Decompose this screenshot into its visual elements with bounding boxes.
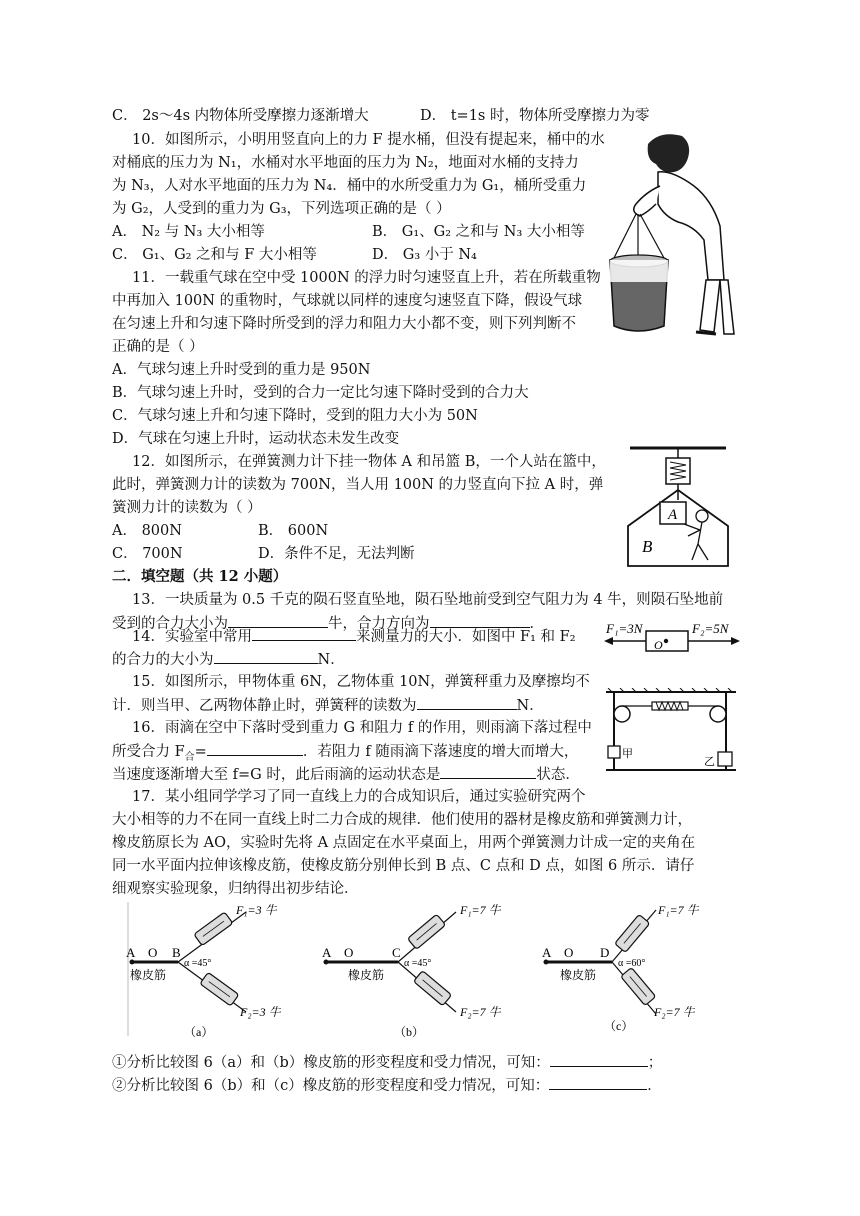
fig-c-point-d: D	[600, 945, 610, 960]
q16-text-2: 所受合力 $F_合=$ ．若阻力 f 随雨滴下落速度的增大而增大，	[112, 741, 578, 768]
fig-c-f1: F₁=7 牛	[658, 903, 699, 917]
fig-b-point-c: C	[392, 945, 401, 960]
fig-c-band-label: 橡皮筋	[560, 968, 597, 982]
q16-text-1: 16．雨滴在空中下落时受到重力 G 和阻力 f 的作用，则雨滴下落过程中	[132, 720, 592, 736]
q12-text-2: 此时，弹簧测力计的读数为 700N，当人用 100N 的力竖直向下拉 A 时，弹	[112, 477, 604, 493]
fig-point-o: O	[654, 638, 663, 652]
q17-answer-1: ①分析比较图 6（a）和（b）橡皮筋的形变程度和受力情况，可知： ；	[112, 1052, 662, 1073]
q10-option-d: D． G₃ 小于 N₄	[372, 247, 477, 263]
q11-text-4: 正确的是（ ）	[112, 339, 204, 355]
q10-option-a: A． N₂ 与 N₃ 大小相等	[112, 224, 265, 240]
fig-a-point-a: A	[126, 945, 136, 960]
q12-text-1: 12．如图所示，在弹簧测力计下挂一物体 A 和吊篮 B，一个人站在篮中，	[132, 454, 606, 470]
q17-text-2: 大小相等的力不在同一直线上时二力合成的规律．他们使用的器材是橡皮筋和弹簧测力计，	[112, 812, 692, 828]
section-title-fill-in: 二．填空题（共 12 小题）	[112, 568, 288, 585]
figure-b	[322, 903, 502, 1039]
fig-c-angle: α =60°	[618, 958, 646, 969]
spring-scale-basket-figure	[622, 444, 734, 572]
q14-text-1: 14．实验室中常用 来测量力的大小．如图中 F₁ 和 F₂	[132, 626, 576, 647]
fig-a-point-o: O	[148, 945, 158, 960]
q14-blank-2[interactable]	[214, 649, 318, 664]
fig-b-f1: F₁=7 牛	[460, 903, 501, 917]
q15-blank[interactable]	[417, 695, 517, 710]
fig-a-f1: F₁=3 牛	[236, 903, 277, 917]
q17-blank-1[interactable]	[550, 1052, 648, 1067]
fig-f2-label: F₂=5N	[692, 621, 729, 636]
q11-option-c: C．气球匀速上升和匀速下降时，受到的阻力大小为 50N	[112, 408, 478, 424]
q10-text-4: 为 G₂，人受到的重力为 G₃，下列选项正确的是（ ）	[112, 201, 451, 217]
q12-option-b: B． 600N	[258, 523, 329, 539]
q12-option-c: C． 700N	[112, 546, 183, 562]
q10-option-c: C． G₁、G₂ 之和与 F 大小相等	[112, 247, 317, 263]
q17-text-5: 细观察实验现象，归纳得出初步结论．	[112, 881, 359, 897]
fig-b-band-label: 橡皮筋	[348, 968, 385, 982]
fig-c-caption: （c）	[604, 1019, 634, 1033]
q17-answer-2: ②分析比较图 6（b）和（c）橡皮筋的形变程度和受力情况，可知： ．	[112, 1075, 662, 1096]
fig-c-f2: F₂=7 牛	[654, 1005, 695, 1019]
fig-a-point-b: B	[172, 945, 181, 960]
fig-yi-label: 乙	[704, 756, 715, 768]
q11-option-d: D．气球在匀速上升时，运动状态未发生改变	[112, 431, 400, 447]
fig-b-caption: （b）	[394, 1025, 425, 1039]
fig-c-point-a: A	[542, 945, 552, 960]
q10-text-2: 对桶底的压力为 N₁，水桶对水平地面的压力为 N₂，地面对水桶的支持力	[112, 155, 579, 171]
pulley-spring-scale-figure	[604, 688, 738, 778]
fig-c-point-o: O	[564, 945, 574, 960]
q9-option-d: D． t=1s 时，物体所受摩擦力为零	[420, 108, 650, 124]
fig-b-f2: F₂=7 牛	[460, 1005, 501, 1019]
q11-text-2: 中再加入 100N 的重物时，气球就以同样的速度匀速竖直下降，假设气球	[112, 293, 583, 309]
fig-a-caption: （a）	[184, 1025, 214, 1039]
q17-text-1: 17．某小组同学学习了同一直线上力的合成知识后，通过实验研究两个	[132, 789, 586, 805]
fig-label-a: A	[668, 507, 678, 523]
fig-label-b: B	[642, 537, 653, 556]
fig-jia-label: 甲	[622, 748, 633, 760]
q13-text-1: 13．一块质量为 0.5 千克的陨石竖直坠地，陨石坠地前受到空气阻力为 4 牛，则陨石坠地前	[132, 592, 724, 608]
q17-text-3: 橡皮筋原长为 AO，实验时先将 A 点固定在水平桌面上，用两个弹簧测力计成一定的夹角在	[112, 835, 696, 851]
figure-a	[126, 903, 282, 1039]
q11-option-b: B．气球匀速上升时，受到的合力一定比匀速下降时受到的合力大	[112, 385, 529, 401]
q16-text-3: 当速度逐渐增大至 f=G 时，此后雨滴的运动状态是 状态．	[112, 764, 580, 785]
fig-a-f2: F₂=3 牛	[240, 1005, 281, 1019]
q12-text-3: 簧测力计的读数为（ ）	[112, 500, 262, 516]
q10-option-b: B． G₁、G₂ 之和与 N₃ 大小相等	[372, 224, 585, 240]
q10-text-3: 为 N₃，人对水平地面的压力为 N₄．桶中的水所受重力为 G₁，桶所受重力	[112, 178, 587, 194]
forces-on-block-figure	[604, 619, 740, 661]
fig-b-point-o: O	[344, 945, 354, 960]
fig-a-band-label: 橡皮筋	[130, 968, 167, 982]
q14-text-2: 的合力的大小为 N．	[112, 649, 345, 670]
q10-text-1: 10．如图所示，小明用竖直向上的力 F 提水桶，但没有提起来，桶中的水	[132, 132, 605, 148]
q16-blank-2[interactable]	[440, 764, 536, 779]
figure-c	[542, 903, 700, 1033]
q11-text-3: 在匀速上升和匀速下降时所受到的浮力和阻力大小都不变，则下列判断不	[112, 316, 576, 332]
fig-a-angle: α =45°	[184, 958, 212, 969]
rubber-band-experiment-figure	[126, 900, 736, 1040]
fig-f1-label: F₁=3N	[606, 621, 643, 636]
fig-b-point-a: A	[322, 945, 332, 960]
q15-text-1: 15．如图所示，甲物体重 6N，乙物体重 10N，弹簧秤重力及摩擦均不	[132, 674, 590, 690]
q17-blank-2[interactable]	[549, 1075, 647, 1090]
q17-text-4: 同一水平面内拉伸该橡皮筋，使橡皮筋分别伸长到 B 点、C 点和 D 点，如图 6 所示．请仔	[112, 858, 695, 874]
fig-b-angle: α =45°	[404, 958, 432, 969]
q12-option-d: D．条件不足，无法判断	[258, 546, 415, 562]
q13-text-2: 受到的合力大小为 牛，合力方向为 ．	[112, 613, 544, 634]
q16-blank-1[interactable]	[207, 741, 303, 756]
q11-text-1: 11．一载重气球在空中受 1000N 的浮力时匀速竖直上升，若在所载重物	[132, 270, 601, 286]
q12-option-a: A． 800N	[112, 523, 182, 539]
q9-option-c: C． 2s～4s 内物体所受摩擦力逐渐增大	[112, 108, 369, 124]
person-lifting-bucket-figure	[608, 130, 738, 340]
q15-text-2: 计．则当甲、乙两物体静止时，弹簧秤的读数为 N．	[112, 695, 544, 716]
q11-option-a: A．气球匀速上升时受到的重力是 950N	[112, 362, 371, 378]
q14-blank-1[interactable]	[252, 626, 356, 641]
